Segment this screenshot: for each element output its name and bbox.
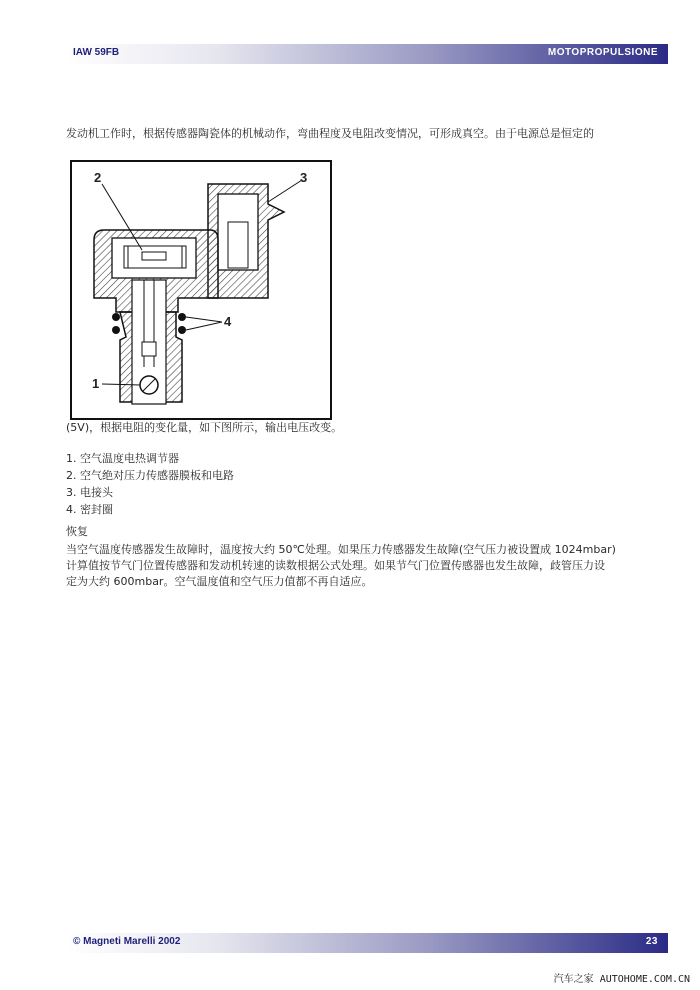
recovery-line: 当空气温度传感器发生故障时，温度按大约 50℃处理。如果压力传感器发生故障(空气压力被设置成 1024mbar): [66, 543, 616, 556]
callout-1: 1: [92, 376, 100, 391]
parts-list: [66, 450, 234, 518]
list-item: 2. 空气绝对压力传感器膜板和电路: [66, 469, 234, 482]
recovery-line: 定为大约 600mbar。空气温度值和空气压力值都不再自适应。: [66, 575, 373, 588]
callout-2: 2: [94, 170, 102, 185]
header-band: [66, 44, 668, 64]
watermark: 汽车之家 AUTOHOME.COM.CN: [553, 974, 690, 985]
recovery-heading: 恢复: [66, 525, 88, 538]
list-item: 3. 电接头: [66, 486, 113, 499]
voltage-paragraph: (5V)，根据电阻的变化量，如下图所示，输出电压改变。: [66, 421, 343, 434]
callout-3: 3: [300, 170, 308, 185]
doc-code: IAW 59FB: [73, 47, 120, 58]
list-item: 4. 密封圈: [66, 503, 113, 516]
intro-paragraph: 发动机工作时，根据传感器陶瓷体的机械动作，弯曲程度及电阻改变情况，可形成真空。由于电源总是恒定的: [66, 127, 594, 140]
section-title: MOTOPROPULSIONE: [547, 47, 658, 58]
recovery-line: 计算值按节气门位置传感器和发动机转速的读数根据公式处理。如果节气门位置传感器也发生故障，歧管压力设: [66, 559, 605, 572]
footer-band: [66, 933, 668, 953]
callout-4: 4: [224, 314, 232, 329]
sensor-diagram: [70, 160, 332, 420]
copyright: © Magneti Marelli 2002: [73, 936, 181, 947]
page-number: 23: [645, 936, 658, 947]
list-item: 1. 空气温度电热调节器: [66, 452, 179, 465]
